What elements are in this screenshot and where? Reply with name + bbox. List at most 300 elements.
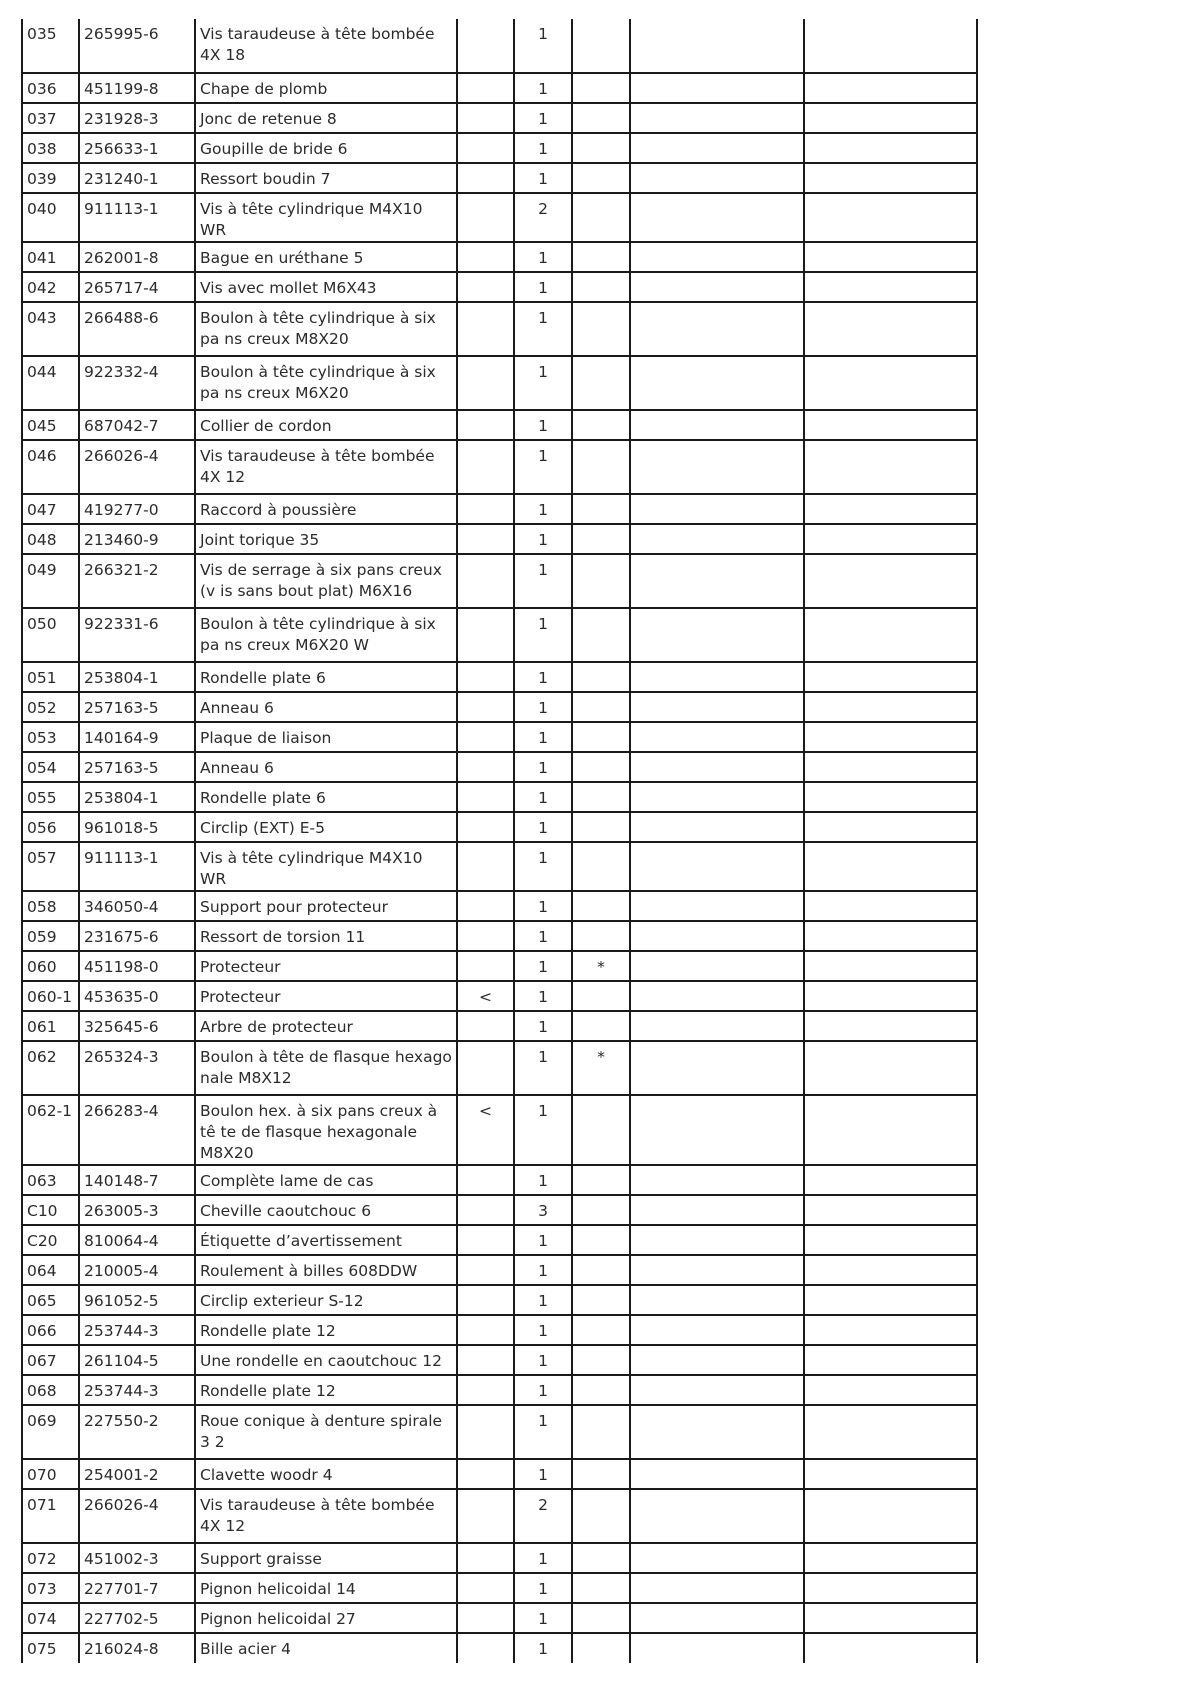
part-number-text: 266026-4 [84,1496,159,1514]
quantity-cell [514,272,572,302]
note-mark-text: * [597,958,605,976]
part-number-text: 687042-7 [84,417,159,435]
item-number-text: C20 [27,1232,58,1250]
item-number-text: 060-1 [27,988,73,1006]
empty-cell [804,921,977,951]
quantity-cell [514,752,572,782]
note-mark-text [577,134,625,139]
empty-cell [804,1315,977,1345]
note-mark-cell [572,1165,630,1195]
empty-cell [630,812,804,842]
part-number-cell [79,951,195,981]
empty-cell [630,410,804,440]
part-number-text: 451002-3 [84,1550,159,1568]
change-mark-cell [457,1285,514,1315]
description-cell [195,782,457,812]
description-cell [195,1375,457,1405]
part-number-cell [79,163,195,193]
part-number-cell [79,1543,195,1573]
part-number-cell [79,812,195,842]
change-mark-cell [457,133,514,163]
item-number-text: 072 [27,1550,57,1568]
quantity-text: 1 [538,1232,548,1250]
part-number-text: 453635-0 [84,988,159,1006]
part-number-cell [79,272,195,302]
note-mark-cell [572,812,630,842]
change-mark-text [462,892,509,897]
item-number-text: 043 [27,309,57,327]
description-cell [195,73,457,103]
quantity-cell [514,812,572,842]
quantity-cell [514,662,572,692]
change-mark-text [462,1042,509,1047]
part-number-cell [79,554,195,608]
empty-cell [804,891,977,921]
item-number-text: 057 [27,849,57,867]
part-number-cell [79,1405,195,1459]
change-mark-text [462,693,509,698]
description-cell [195,524,457,554]
part-number-text: 266321-2 [84,561,159,579]
change-mark-cell [457,193,514,242]
item-number-text: 039 [27,170,57,188]
empty-cell [630,103,804,133]
quantity-text: 1 [538,699,548,717]
note-mark-text [577,1460,625,1465]
note-mark-cell [572,302,630,356]
change-mark-text [462,1544,509,1549]
empty-cell [804,103,977,133]
note-mark-text [577,1490,625,1495]
part-number-cell [79,193,195,242]
quantity-text: 1 [538,759,548,777]
description-text: Rondelle plate 6 [200,669,326,687]
empty-cell [804,842,977,891]
change-mark-cell [457,103,514,133]
quantity-text: 1 [538,819,548,837]
description-text: Anneau 6 [200,759,274,777]
change-mark-text [462,1012,509,1017]
item-number-text: 052 [27,699,57,717]
note-mark-text [577,982,625,987]
part-number-text: 253744-3 [84,1382,159,1400]
quantity-cell [514,73,572,103]
quantity-text: 1 [538,25,548,43]
item-number-cell [22,163,79,193]
empty-cell [630,1543,804,1573]
note-mark-text [577,1604,625,1609]
change-mark-text [462,525,509,530]
description-cell [195,193,457,242]
note-mark-text [577,1406,625,1411]
change-mark-cell [457,1041,514,1095]
description-cell [195,1543,457,1573]
table-row [22,524,977,554]
change-mark-cell [457,1315,514,1345]
change-mark-text [462,663,509,668]
item-number-text: 042 [27,279,57,297]
quantity-cell [514,1165,572,1195]
change-mark-text [462,723,509,728]
quantity-text: 1 [538,928,548,946]
description-cell [195,440,457,494]
item-number-text: 066 [27,1322,57,1340]
description-text: Roulement à billes 608DDW [200,1262,418,1280]
item-number-text: 055 [27,789,57,807]
part-number-cell [79,1255,195,1285]
part-number-cell [79,302,195,356]
empty-cell [630,1459,804,1489]
change-mark-text: < [479,1102,492,1120]
part-number-text: 266283-4 [84,1102,159,1120]
empty-cell [804,554,977,608]
part-number-text: 911113-1 [84,200,159,218]
empty-cell [804,1603,977,1633]
part-number-text: 262001-8 [84,249,159,267]
change-mark-cell [457,1345,514,1375]
empty-cell [804,524,977,554]
item-number-cell [22,921,79,951]
part-number-cell [79,842,195,891]
item-number-text: 051 [27,669,57,687]
part-number-text: 810064-4 [84,1232,159,1250]
description-text: Circlip (EXT) E-5 [200,819,325,837]
note-mark-cell [572,842,630,891]
note-mark-text [577,495,625,500]
quantity-cell [514,1603,572,1633]
description-cell [195,103,457,133]
description-text: Goupille de bride 6 [200,140,348,158]
empty-cell [804,133,977,163]
item-number-text: 036 [27,80,57,98]
part-number-cell [79,524,195,554]
description-cell [195,1459,457,1489]
description-text: Support pour protecteur [200,898,388,916]
empty-cell [804,752,977,782]
empty-cell [804,1573,977,1603]
table-row [22,1095,977,1165]
part-number-text: 346050-4 [84,898,159,916]
description-text: Cheville caoutchouc 6 [200,1202,372,1220]
item-number-text: 060 [27,958,57,976]
item-number-text: 035 [27,25,57,43]
empty-cell [630,1225,804,1255]
change-mark-text [462,134,509,139]
note-mark-text [577,555,625,560]
description-cell [195,410,457,440]
table-row [22,1041,977,1095]
item-number-text: 056 [27,819,57,837]
part-number-cell [79,440,195,494]
empty-cell [630,19,804,73]
change-mark-text [462,753,509,758]
empty-cell [630,1165,804,1195]
item-number-text: 063 [27,1172,57,1190]
quantity-text: 1 [538,1640,548,1658]
item-number-cell [22,608,79,662]
description-cell [195,1255,457,1285]
description-cell [195,1011,457,1041]
description-text: Vis taraudeuse à tête bombée 4X 12 [200,1496,435,1535]
note-mark-cell [572,1041,630,1095]
note-mark-cell [572,951,630,981]
note-mark-cell [572,1603,630,1633]
note-mark-cell [572,752,630,782]
empty-cell [804,1405,977,1459]
item-number-cell [22,842,79,891]
part-number-text: 253804-1 [84,669,159,687]
part-number-cell [79,1375,195,1405]
note-mark-text [577,693,625,698]
description-cell [195,1095,457,1165]
quantity-cell [514,302,572,356]
quantity-text: 1 [538,170,548,188]
quantity-text: 3 [538,1202,548,1220]
part-number-text: 257163-5 [84,699,159,717]
table-row [22,662,977,692]
table-row [22,891,977,921]
table-row [22,272,977,302]
note-mark-cell [572,356,630,410]
empty-cell [804,1285,977,1315]
note-mark-cell [572,1633,630,1663]
table-row [22,1315,977,1345]
table-row [22,842,977,891]
quantity-cell [514,1375,572,1405]
quantity-text: 1 [538,789,548,807]
item-number-text: 062 [27,1048,57,1066]
quantity-cell [514,163,572,193]
part-number-text: 325645-6 [84,1018,159,1036]
description-text: Ressort de torsion 11 [200,928,366,946]
empty-cell [630,1489,804,1543]
description-cell [195,1345,457,1375]
description-cell [195,1225,457,1255]
item-number-cell [22,1285,79,1315]
note-mark-text [577,525,625,530]
note-mark-text [577,1166,625,1171]
change-mark-cell [457,812,514,842]
item-number-cell [22,1633,79,1663]
change-mark-text [462,1574,509,1579]
change-mark-cell [457,1573,514,1603]
empty-cell [630,981,804,1011]
note-mark-text [577,663,625,668]
quantity-text: 1 [538,309,548,327]
change-mark-text [462,74,509,79]
description-cell [195,302,457,356]
table-row [22,1603,977,1633]
empty-cell [630,356,804,410]
description-cell [195,1603,457,1633]
empty-cell [804,302,977,356]
part-number-cell [79,1011,195,1041]
table-row [22,302,977,356]
change-mark-cell [457,1543,514,1573]
part-number-text: 231928-3 [84,110,159,128]
part-number-text: 140164-9 [84,729,159,747]
empty-cell [630,193,804,242]
quantity-text: 1 [538,1048,548,1066]
note-mark-cell [572,440,630,494]
change-mark-cell [457,73,514,103]
item-number-cell [22,19,79,73]
table-row [22,554,977,608]
change-mark-text [462,1460,509,1465]
table-row [22,1633,977,1663]
note-mark-cell [572,662,630,692]
item-number-text: 069 [27,1412,57,1430]
change-mark-cell [457,608,514,662]
quantity-cell [514,951,572,981]
empty-cell [804,272,977,302]
item-number-cell [22,356,79,410]
description-cell [195,1195,457,1225]
change-mark-text [462,1166,509,1171]
description-text: Étiquette d’avertissement [200,1232,402,1250]
empty-cell [804,722,977,752]
change-mark-cell [457,891,514,921]
item-number-cell [22,1573,79,1603]
parts-table-body [22,19,977,1663]
empty-cell [630,1603,804,1633]
empty-cell [630,524,804,554]
change-mark-text [462,843,509,848]
quantity-cell [514,554,572,608]
item-number-text: 070 [27,1466,57,1484]
change-mark-cell [457,524,514,554]
empty-cell [630,554,804,608]
table-row [22,1011,977,1041]
change-mark-text [462,164,509,169]
note-mark-text [577,1634,625,1639]
part-number-text: 227701-7 [84,1580,159,1598]
quantity-text: 1 [538,849,548,867]
empty-cell [630,494,804,524]
quantity-cell [514,1405,572,1459]
empty-cell [630,692,804,722]
empty-cell [804,1225,977,1255]
note-mark-cell [572,1573,630,1603]
change-mark-text: < [479,988,492,1006]
note-mark-text [577,723,625,728]
description-text: Chape de plomb [200,80,328,98]
note-mark-cell [572,1405,630,1459]
item-number-text: 050 [27,615,57,633]
change-mark-cell [457,921,514,951]
item-number-cell [22,662,79,692]
empty-cell [804,782,977,812]
note-mark-cell [572,1285,630,1315]
quantity-cell [514,981,572,1011]
item-number-cell [22,133,79,163]
part-number-cell [79,1459,195,1489]
part-number-cell [79,103,195,133]
change-mark-text [462,1346,509,1351]
part-number-cell [79,608,195,662]
empty-cell [804,1165,977,1195]
description-cell [195,692,457,722]
note-mark-cell [572,163,630,193]
table-row [22,722,977,752]
empty-cell [630,1285,804,1315]
table-row [22,1375,977,1405]
item-number-text: 048 [27,531,57,549]
quantity-text: 1 [538,958,548,976]
description-cell [195,19,457,73]
empty-cell [804,1459,977,1489]
description-cell [195,842,457,891]
quantity-text: 2 [538,200,548,218]
description-text: Protecteur [200,958,281,976]
note-mark-cell [572,722,630,752]
table-row [22,1543,977,1573]
quantity-text: 1 [538,1382,548,1400]
note-mark-cell [572,19,630,73]
item-number-cell [22,1375,79,1405]
change-mark-cell [457,662,514,692]
quantity-text: 1 [538,1102,548,1120]
description-cell [195,1573,457,1603]
change-mark-text [462,1316,509,1321]
change-mark-cell [457,1633,514,1663]
part-number-cell [79,1195,195,1225]
table-row [22,1195,977,1225]
description-cell [195,1285,457,1315]
change-mark-cell [457,1225,514,1255]
part-number-text: 451199-8 [84,80,159,98]
quantity-cell [514,242,572,272]
note-mark-text [577,1096,625,1101]
note-mark-cell [572,272,630,302]
quantity-text: 1 [538,447,548,465]
item-number-text: 062-1 [27,1102,73,1120]
item-number-cell [22,1165,79,1195]
part-number-cell [79,1315,195,1345]
quantity-text: 1 [538,531,548,549]
note-mark-text [577,194,625,199]
item-number-text: 073 [27,1580,57,1598]
empty-cell [630,302,804,356]
change-mark-cell [457,272,514,302]
empty-cell [630,1633,804,1663]
item-number-cell [22,1195,79,1225]
quantity-text: 1 [538,1610,548,1628]
quantity-text: 1 [538,1550,548,1568]
change-mark-cell [457,440,514,494]
change-mark-text [462,555,509,560]
part-number-cell [79,1095,195,1165]
item-number-text: C10 [27,1202,58,1220]
item-number-text: 065 [27,1292,57,1310]
quantity-cell [514,722,572,752]
quantity-cell [514,921,572,951]
empty-cell [630,722,804,752]
part-number-text: 216024-8 [84,1640,159,1658]
quantity-cell [514,1285,572,1315]
part-number-text: 253804-1 [84,789,159,807]
change-mark-text [462,411,509,416]
description-cell [195,494,457,524]
part-number-cell [79,356,195,410]
item-number-cell [22,440,79,494]
change-mark-cell [457,1603,514,1633]
note-mark-text [577,1544,625,1549]
change-mark-cell [457,302,514,356]
part-number-cell [79,1345,195,1375]
item-number-cell [22,951,79,981]
note-mark-text [577,843,625,848]
